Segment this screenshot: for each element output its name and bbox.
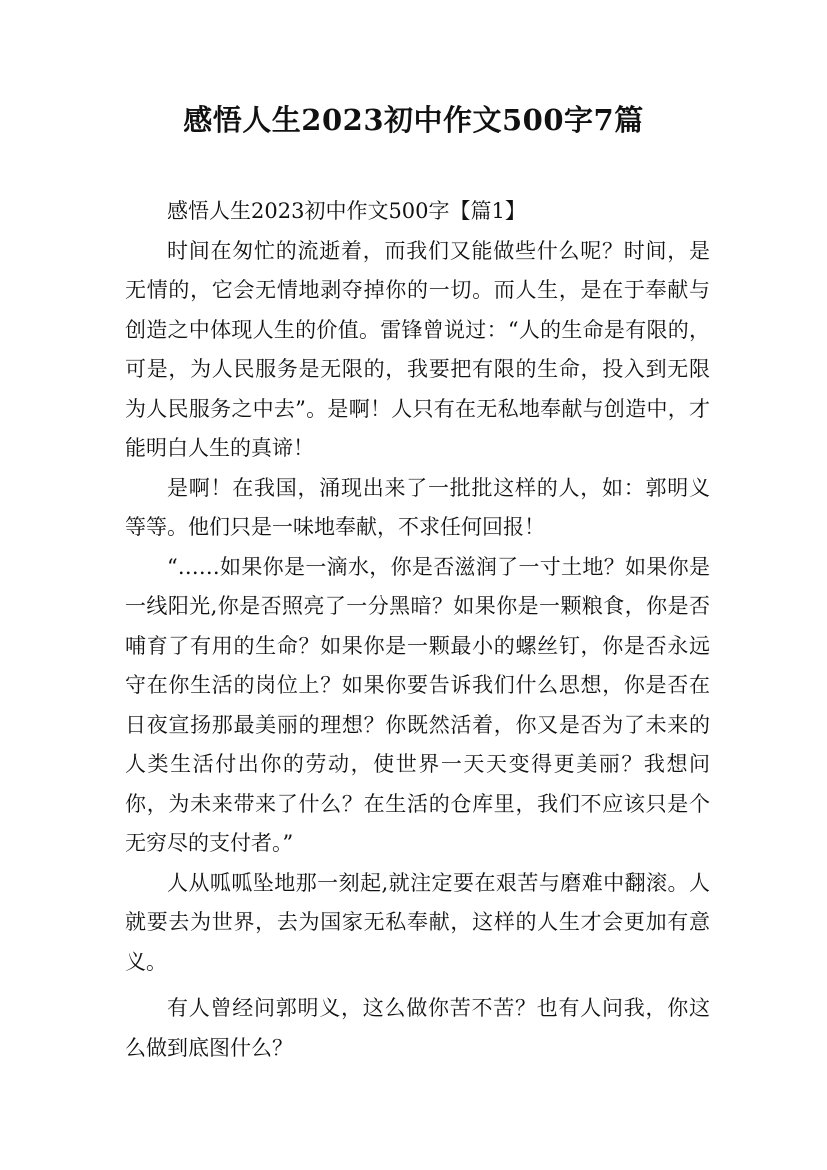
paragraph: 时间在匆忙的流逝着，而我们又能做些什么呢？时间，是无情的，它会无情地剥夺掉你的一切。而人生，是在于奉献与创造之中体现人生的价值。雷锋曾说过：“人的生命是有限的，可是，为人民服务是无限的，我要把有限的生命，投入到无限为人民服务之中去”。是啊！人只有在无私地奉献与创造中，才能明白人生的真谛！ xyxy=(125,238,710,460)
paragraph: “……如果你是一滴水，你是否滋润了一寸土地？如果你是一线阳光,你是否照亮了一分黑暗？如果你是一颗粮食，你是否哺育了有用的生命？如果你是一颗最小的螺丝钉，你是否永远守在你生活的岗位上？如果你要告诉我们什么思想，你是否在日夜宣扬那最美丽的理想？你既然活着，你又是否为了未来的人类生活付出你的劳动，使世界一天天变得更美丽？我想问你，为未来带来了什么？在生活的仓库里，我们不应该只是个无穷尽的支付者。” xyxy=(125,554,710,855)
paragraph: 人从呱呱坠地那一刻起,就注定要在艰苦与磨难中翻滚。人就要去为世界，去为国家无私奉献，这样的人生才会更加有意义。 xyxy=(125,870,710,974)
document-body xyxy=(125,192,710,1068)
section-heading: 感悟人生2023初中作文500字【篇1】 xyxy=(167,199,526,223)
paragraph: 有人曾经问郭明义，这么做你苦不苦？也有人问我，你这么做到底图什么？ xyxy=(125,996,710,1060)
paragraph: 是啊！在我国，涌现出来了一批批这样的人，如：郭明义等等。他们只是一味地奉献，不求任何回报！ xyxy=(125,475,710,539)
document-title: 感悟人生2023初中作文500字7篇 xyxy=(183,103,644,137)
